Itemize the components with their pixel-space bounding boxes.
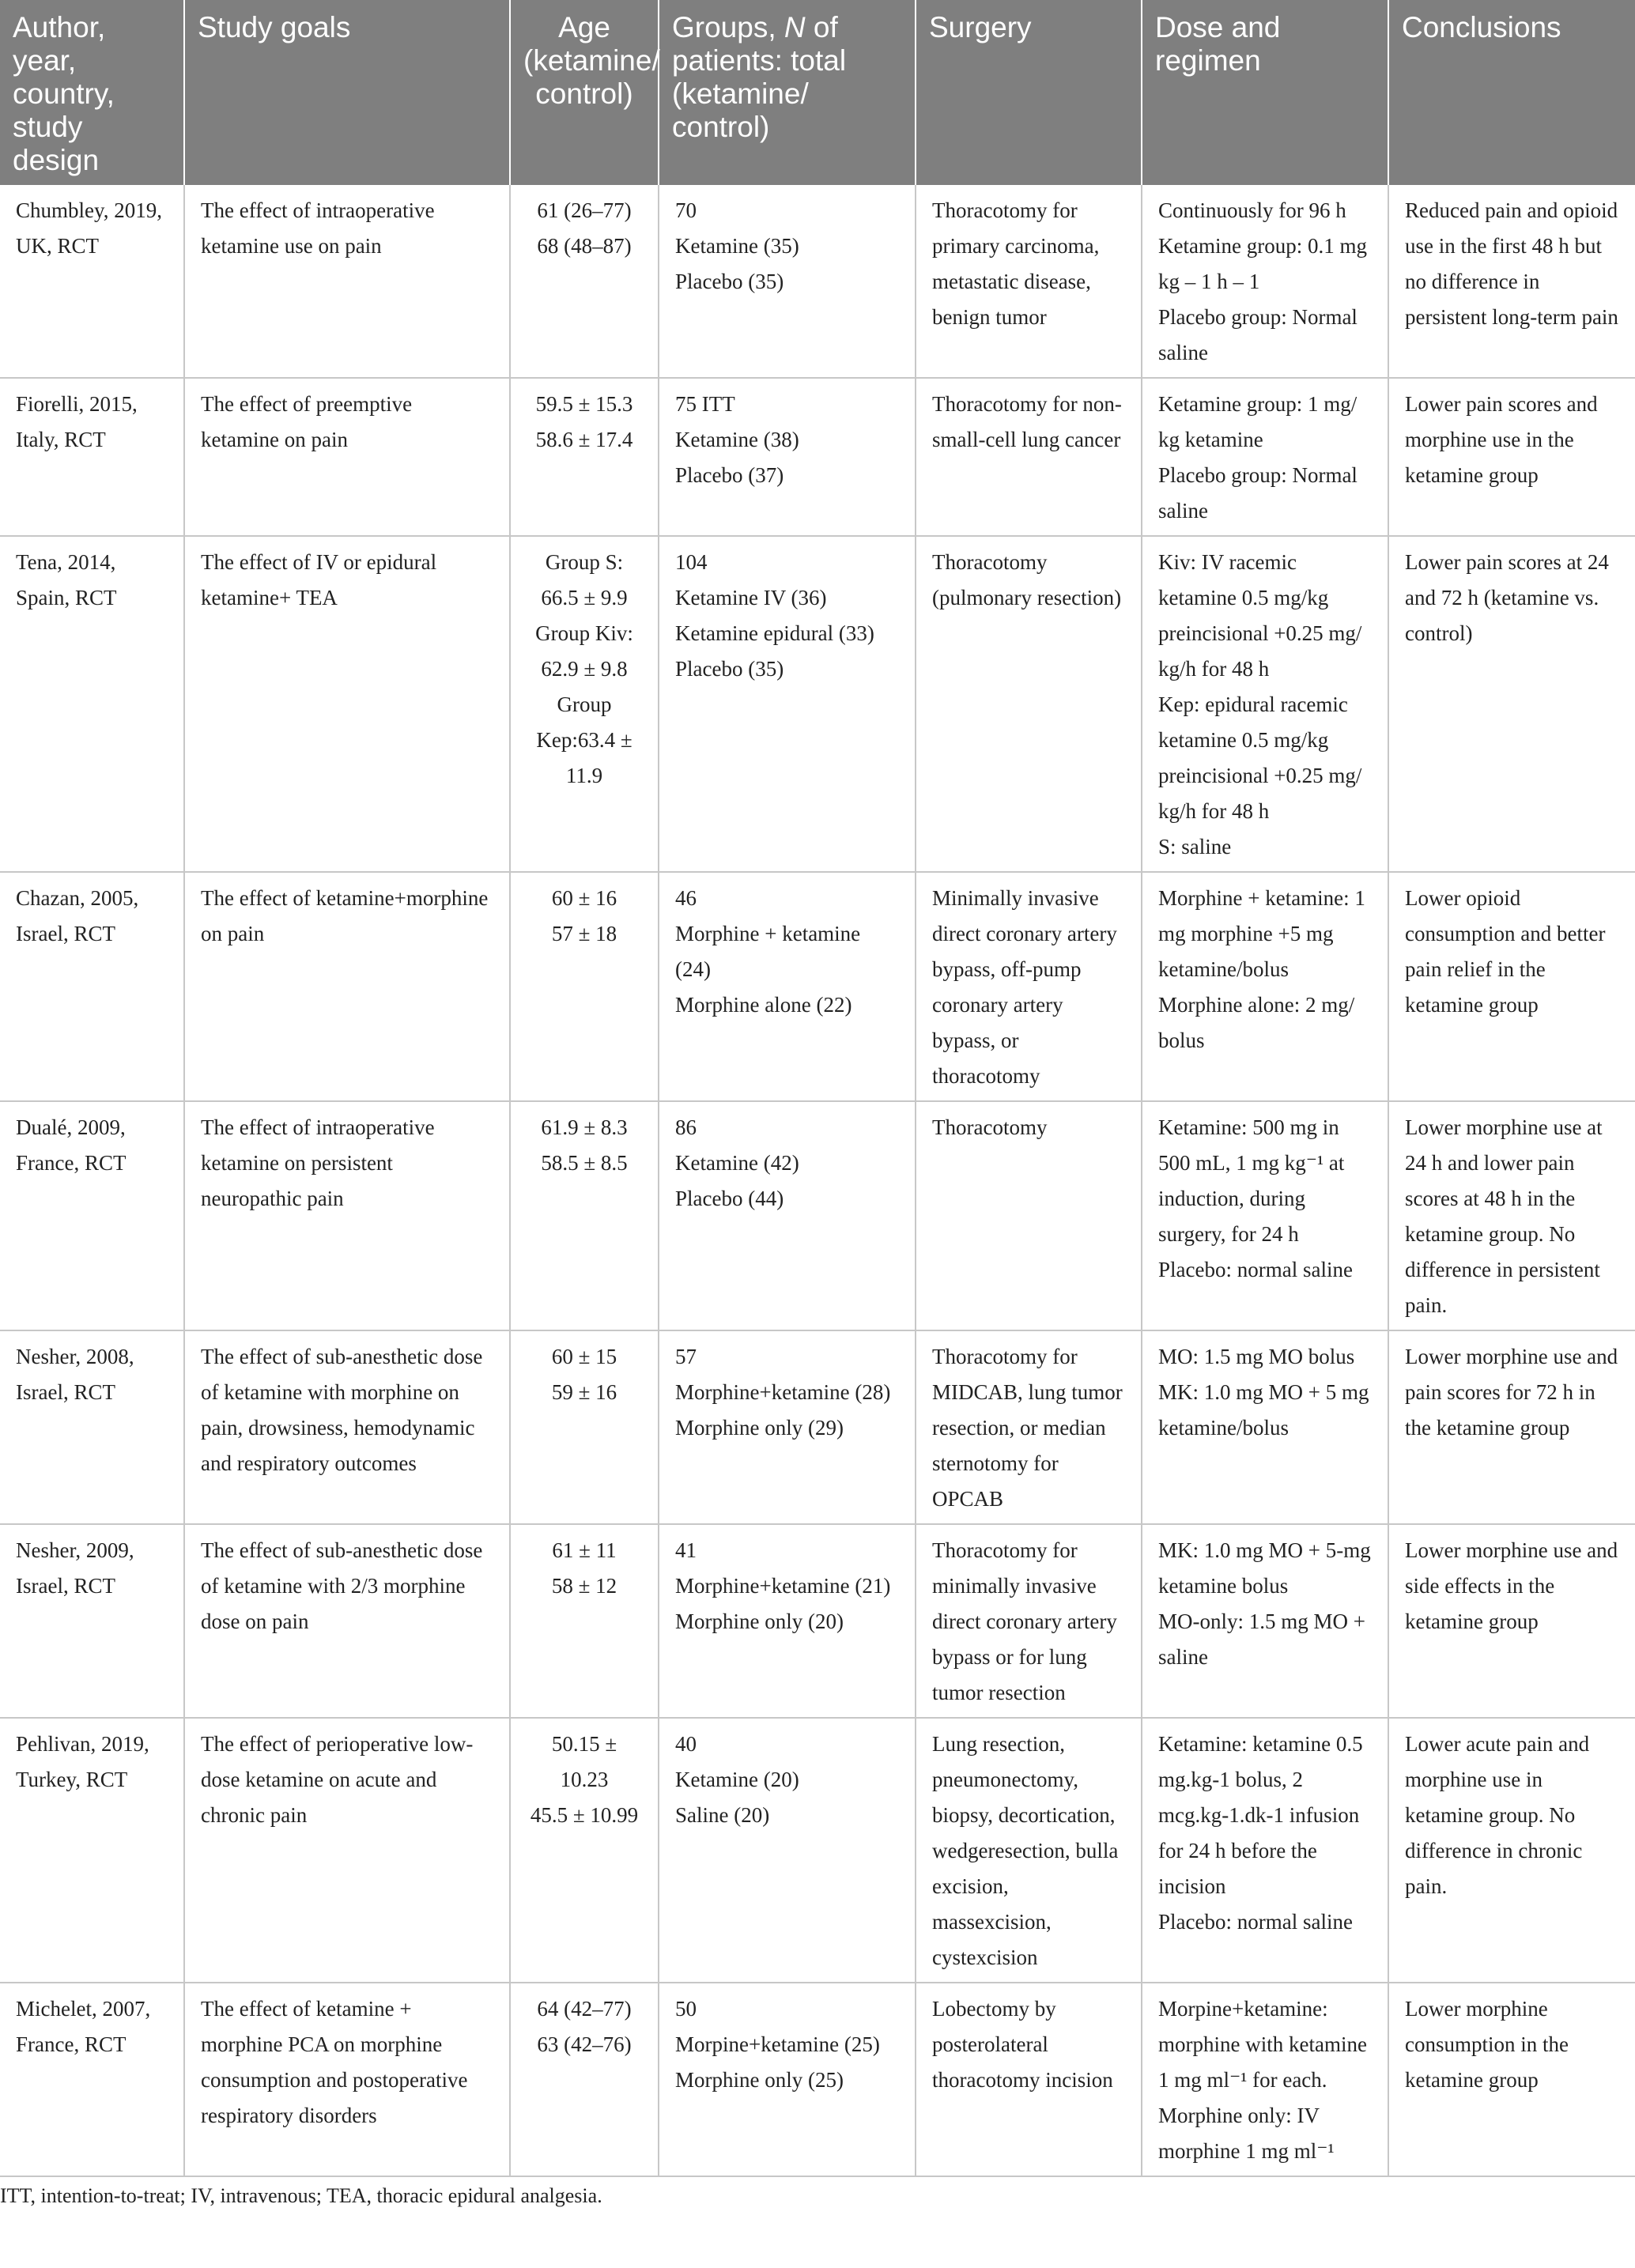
cell-surgery: Thoracotomy (pulmonary resection) [916, 536, 1142, 872]
cell-conclusions: Lower morphine use and pain scores for 72 h in the ketamine group [1388, 1330, 1635, 1524]
cell-dose: Ketamine: ketamine 0.5 mg.kg-1 bolus, 2 mcg.kg-1.dk-1 infusion for 24 h before the incision Placebo: normal saline [1142, 1718, 1388, 1983]
cell-dose: MK: 1.0 mg MO + 5-mg ketamine bolus MO-only: 1.5 mg MO + saline [1142, 1524, 1388, 1718]
cell-conclusions: Reduced pain and opioid use in the first 48 h but no difference in persistent long-term pain [1388, 185, 1635, 378]
cell-author: Nesher, 2009, Israel, RCT [0, 1524, 184, 1718]
cell-author: Pehlivan, 2019, Turkey, RCT [0, 1718, 184, 1983]
cell-author: Fiorelli, 2015, Italy, RCT [0, 378, 184, 536]
cell-goals: The effect of sub-anesthetic dose of ketamine with 2/3 morphine dose on pain [184, 1524, 510, 1718]
cell-goals: The effect of IV or epidural ketamine+ TEA [184, 536, 510, 872]
header-row [0, 0, 1635, 185]
cell-age: 61 (26–77) 68 (48–87) [510, 185, 659, 378]
table-row [0, 1718, 1635, 1983]
cell-dose: Morpine+ketamine: morphine with ketamine 1 mg ml⁻¹ for each. Morphine only: IV morphine 1 mg ml⁻¹ [1142, 1983, 1388, 2176]
cell-surgery: Minimally invasive direct coronary artery bypass, off-pump coronary artery bypass, or thoracotomy [916, 872, 1142, 1101]
cell-groups: 40 Ketamine (20) Saline (20) [659, 1718, 916, 1983]
table-footnote: ITT, intention-to-treat; IV, intravenous; TEA, thoracic epidural analgesia. [0, 2184, 602, 2207]
cell-age: 61 ± 11 58 ± 12 [510, 1524, 659, 1718]
cell-conclusions: Lower acute pain and morphine use in ketamine group. No difference in chronic pain. [1388, 1718, 1635, 1983]
cell-age: Group S: 66.5 ± 9.9 Group Kiv: 62.9 ± 9.8 Group Kep:63.4 ± 11.9 [510, 536, 659, 872]
cell-surgery: Thoracotomy for minimally invasive direct coronary artery bypass or for lung tumor resection [916, 1524, 1142, 1718]
cell-groups: 46 Morphine + ketamine (24) Morphine alone (22) [659, 872, 916, 1101]
table-row [0, 872, 1635, 1101]
cell-surgery: Thoracotomy for primary carcinoma, metastatic disease, benign tumor [916, 185, 1142, 378]
cell-author: Tena, 2014, Spain, RCT [0, 536, 184, 872]
cell-groups: 41 Morphine+ketamine (21) Morphine only (20) [659, 1524, 916, 1718]
cell-age: 61.9 ± 8.3 58.5 ± 8.5 [510, 1101, 659, 1330]
cell-dose: Morphine + ketamine: 1 mg morphine +5 mg ketamine/bolus Morphine alone: 2 mg/ bolus [1142, 872, 1388, 1101]
cell-conclusions: Lower pain scores at 24 and 72 h (ketamine vs. control) [1388, 536, 1635, 872]
cell-groups: 75 ITT Ketamine (38) Placebo (37) [659, 378, 916, 536]
cell-goals: The effect of sub-anesthetic dose of ketamine with morphine on pain, drowsiness, hemodynamic and respiratory outcomes [184, 1330, 510, 1524]
cell-dose: Kiv: IV racemic ketamine 0.5 mg/kg preincisional +0.25 mg/ kg/h for 48 h Kep: epidural racemic ketamine 0.5 mg/kg preincisional +0.25 mg/ kg/h for 48 h S: saline [1142, 536, 1388, 872]
cell-dose: Ketamine: 500 mg in 500 mL, 1 mg kg⁻¹ at induction, during surgery, for 24 h Placebo: normal saline [1142, 1101, 1388, 1330]
cell-goals: The effect of ketamine + morphine PCA on morphine consumption and postoperative respiratory disorders [184, 1983, 510, 2176]
cell-surgery: Lung resection, pneumonectomy, biopsy, decortication, wedgeresection, bulla excision, massexcision, cystexcision [916, 1718, 1142, 1983]
cell-author: Michelet, 2007, France, RCT [0, 1983, 184, 2176]
cell-goals: The effect of intraoperative ketamine use on pain [184, 185, 510, 378]
cell-groups: 50 Morpine+ketamine (25) Morphine only (25) [659, 1983, 916, 2176]
cell-goals: The effect of intraoperative ketamine on persistent neuropathic pain [184, 1101, 510, 1330]
cell-groups: 104 Ketamine IV (36) Ketamine epidural (33) Placebo (35) [659, 536, 916, 872]
header-groups: Groups, N of patients: total (ketamine/ control) [659, 0, 916, 185]
cell-conclusions: Lower morphine use at 24 h and lower pain scores at 48 h in the ketamine group. No difference in persistent pain. [1388, 1101, 1635, 1330]
cell-age: 50.15 ± 10.23 45.5 ± 10.99 [510, 1718, 659, 1983]
cell-author: Dualé, 2009, France, RCT [0, 1101, 184, 1330]
cell-groups: 57 Morphine+ketamine (28) Morphine only (29) [659, 1330, 916, 1524]
table-row [0, 1524, 1635, 1718]
table-row [0, 185, 1635, 378]
cell-age: 64 (42–77) 63 (42–76) [510, 1983, 659, 2176]
cell-groups: 86 Ketamine (42) Placebo (44) [659, 1101, 916, 1330]
cell-author: Chazan, 2005, Israel, RCT [0, 872, 184, 1101]
cell-surgery: Thoracotomy [916, 1101, 1142, 1330]
cell-conclusions: Lower morphine use and side effects in the ketamine group [1388, 1524, 1635, 1718]
cell-groups: 70 Ketamine (35) Placebo (35) [659, 185, 916, 378]
table-row [0, 1983, 1635, 2176]
table-row [0, 1101, 1635, 1330]
table-row [0, 378, 1635, 536]
table-row [0, 1330, 1635, 1524]
cell-conclusions: Lower morphine consumption in the ketamine group [1388, 1983, 1635, 2176]
cell-author: Chumbley, 2019, UK, RCT [0, 185, 184, 378]
cell-conclusions: Lower pain scores and morphine use in the ketamine group [1388, 378, 1635, 536]
header-dose: Dose and regimen [1142, 0, 1388, 185]
cell-dose: MO: 1.5 mg MO bolus MK: 1.0 mg MO + 5 mg ketamine/bolus [1142, 1330, 1388, 1524]
cell-goals: The effect of ketamine+morphine on pain [184, 872, 510, 1101]
cell-conclusions: Lower opioid consumption and better pain relief in the ketamine group [1388, 872, 1635, 1101]
cell-surgery: Thoracotomy for non-small-cell lung cancer [916, 378, 1142, 536]
cell-goals: The effect of perioperative low-dose ketamine on acute and chronic pain [184, 1718, 510, 1983]
cell-dose: Ketamine group: 1 mg/ kg ketamine Placebo group: Normal saline [1142, 378, 1388, 536]
cell-goals: The effect of preemptive ketamine on pain [184, 378, 510, 536]
header-conclusions: Conclusions [1388, 0, 1635, 185]
cell-age: 59.5 ± 15.3 58.6 ± 17.4 [510, 378, 659, 536]
table-row [0, 536, 1635, 872]
cell-age: 60 ± 15 59 ± 16 [510, 1330, 659, 1524]
cell-dose: Continuously for 96 h Ketamine group: 0.1 mg kg – 1 h – 1 Placebo group: Normal saline [1142, 185, 1388, 378]
cell-age: 60 ± 16 57 ± 18 [510, 872, 659, 1101]
header-study-goals: Study goals [184, 0, 510, 185]
header-author: Author, year, country, study design [0, 0, 184, 185]
cell-author: Nesher, 2008, Israel, RCT [0, 1330, 184, 1524]
cell-surgery: Thoracotomy for MIDCAB, lung tumor resection, or median sternotomy for OPCAB [916, 1330, 1142, 1524]
cell-surgery: Lobectomy by posterolateral thoracotomy incision [916, 1983, 1142, 2176]
header-age: Age (ketamine/ control) [510, 0, 659, 185]
header-surgery: Surgery [916, 0, 1142, 185]
